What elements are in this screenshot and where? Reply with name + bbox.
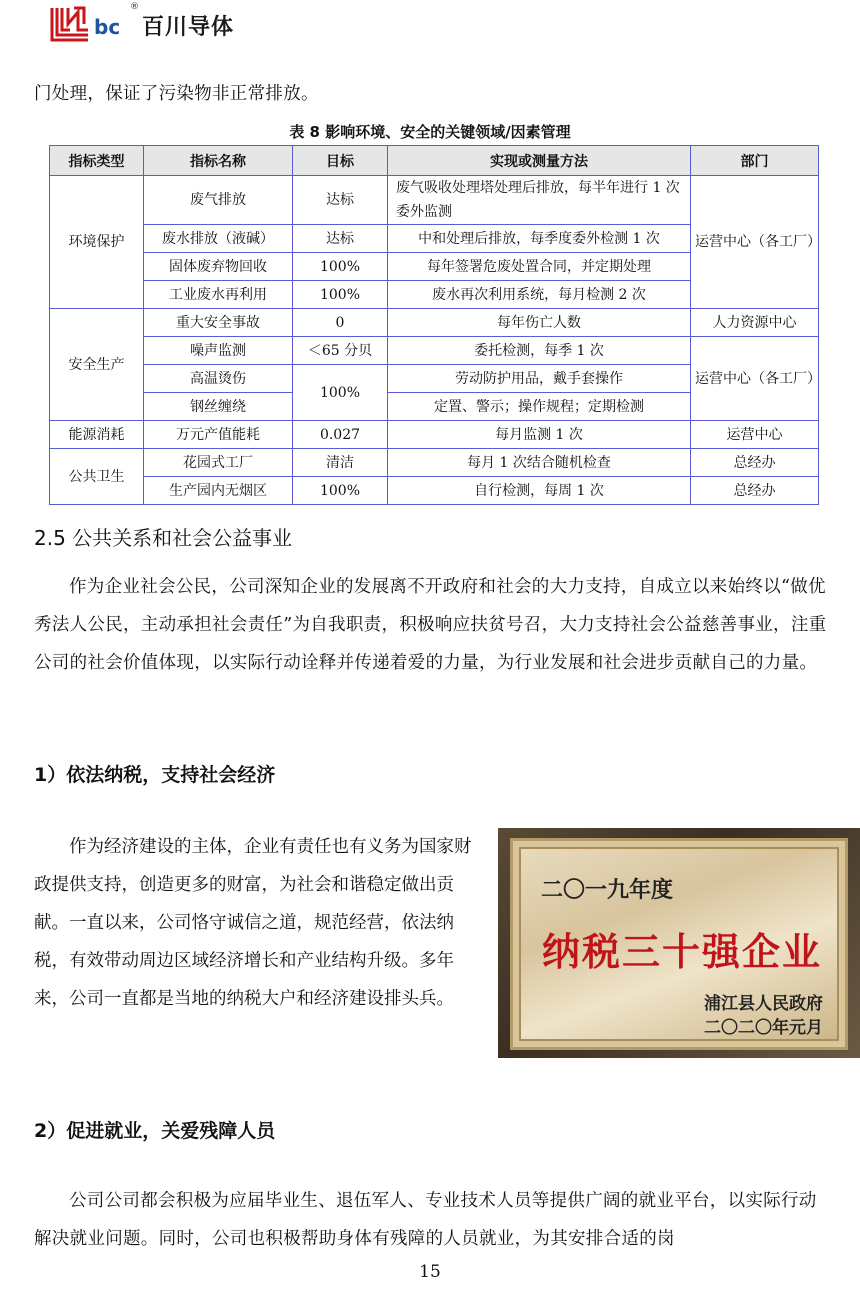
table-cell: 废气排放 bbox=[144, 176, 293, 225]
table-cell: 100% bbox=[293, 253, 388, 281]
table-cell: 废气吸收处理塔处理后排放，每半年进行 1 次委外监测 bbox=[388, 176, 691, 225]
award-plaque bbox=[510, 838, 848, 1050]
tax-paragraph: 作为经济建设的主体，企业有责任也有义务为国家财政提供支持，创造更多的财富，为社会和谐稳定做出贡献。一直以来，公司恪守诚信之道，规范经营，依法纳税，有效带动周边区域经济增长和产业结构升级。多年来，公司一直都是当地的纳税大户和经济建设排头兵。 bbox=[34, 837, 472, 1009]
table-cell: 高温烫伤 bbox=[144, 365, 293, 393]
table-cell: 100% bbox=[293, 365, 388, 421]
table-cell: 中和处理后排放，每季度委外检测 1 次 bbox=[388, 225, 691, 253]
table-cell: 每年签署危废处置合同，并定期处理 bbox=[388, 253, 691, 281]
table-cell: ＜65 分贝 bbox=[293, 337, 388, 365]
table-cell: 委托检测，每季 1 次 bbox=[388, 337, 691, 365]
table-cell: 每年伤亡人数 bbox=[388, 309, 691, 337]
subsection-heading-employment: 2）促进就业，关爱残障人员 bbox=[34, 1120, 276, 1142]
table-cell: 运营中心 bbox=[691, 421, 819, 449]
plaque-issuer: 浦江县人民政府 bbox=[704, 994, 823, 1014]
table-header-row bbox=[50, 146, 819, 176]
table-cell: 0.027 bbox=[293, 421, 388, 449]
table-cell: 100% bbox=[293, 281, 388, 309]
plaque-date: 二〇二〇年元月 bbox=[704, 1018, 823, 1038]
table-cell: 噪声监测 bbox=[144, 337, 293, 365]
table-title: 表 8 影响环境、安全的关键领域/因素管理 bbox=[289, 123, 571, 141]
table-row bbox=[50, 176, 819, 225]
section-heading: 2.5 公共关系和社会公益事业 bbox=[34, 526, 293, 550]
table-cell: 固体废弃物回收 bbox=[144, 253, 293, 281]
column-header: 目标 bbox=[293, 146, 388, 176]
table-cell: 达标 bbox=[293, 225, 388, 253]
page-number: 15 bbox=[419, 1262, 441, 1282]
table-row bbox=[50, 337, 819, 365]
table-row bbox=[50, 449, 819, 477]
table-cell: 运营中心（各工厂） bbox=[691, 337, 819, 421]
table-row bbox=[50, 421, 819, 449]
table-cell: 安全生产 bbox=[50, 309, 144, 421]
table-cell: 钢丝缠绕 bbox=[144, 393, 293, 421]
company-name: 百川导体 bbox=[142, 15, 235, 40]
table-cell: 公共卫生 bbox=[50, 449, 144, 505]
table-cell: 每月监测 1 次 bbox=[388, 421, 691, 449]
key-factors-table bbox=[49, 145, 819, 505]
column-header: 指标类型 bbox=[50, 146, 144, 176]
table-row bbox=[50, 477, 819, 505]
svg-text:bc: bc bbox=[94, 15, 121, 39]
table-cell: 花园式工厂 bbox=[144, 449, 293, 477]
table-cell: 劳动防护用品，戴手套操作 bbox=[388, 365, 691, 393]
table-cell: 能源消耗 bbox=[50, 421, 144, 449]
award-plaque-photo bbox=[498, 828, 860, 1058]
company-header bbox=[48, 4, 268, 48]
subsection-heading-tax: 1）依法纳税，支持社会经济 bbox=[34, 764, 276, 786]
intro-line: 门处理，保证了污染物非正常排放。 bbox=[34, 84, 319, 104]
table-cell: 总经办 bbox=[691, 477, 819, 505]
table-cell: 废水再次利用系统，每月检测 2 次 bbox=[388, 281, 691, 309]
column-header: 指标名称 bbox=[144, 146, 293, 176]
column-header: 实现或测量方法 bbox=[388, 146, 691, 176]
table-cell: 0 bbox=[293, 309, 388, 337]
table-cell: 100% bbox=[293, 477, 388, 505]
company-logo-icon bbox=[48, 4, 140, 46]
table-cell: 运营中心（各工厂） bbox=[691, 176, 819, 309]
table-cell: 生产园内无烟区 bbox=[144, 477, 293, 505]
table-cell: 重大安全事故 bbox=[144, 309, 293, 337]
plaque-award-title: 纳税三十强企业 bbox=[541, 930, 822, 974]
column-header: 部门 bbox=[691, 146, 819, 176]
plaque-year: 二〇一九年度 bbox=[541, 878, 674, 903]
table-cell: 工业废水再利用 bbox=[144, 281, 293, 309]
table-cell: 万元产值能耗 bbox=[144, 421, 293, 449]
table-cell: 环境保护 bbox=[50, 176, 144, 309]
employment-paragraph: 公司公司都会积极为应届毕业生、退伍军人、专业技术人员等提供广阔的就业平台，以实际行动解决就业问题。同时，公司也积极帮助身体有残障的人员就业，为其安排合适的岗 bbox=[34, 1191, 817, 1249]
table-row bbox=[50, 309, 819, 337]
table-cell: 自行检测，每周 1 次 bbox=[388, 477, 691, 505]
section-paragraph: 作为企业社会公民，公司深知企业的发展离不开政府和社会的大力支持，自成立以来始终以“做优秀法人公民，主动承担社会责任”为自我职责，积极响应扶贫号召，大力支持社会公益慈善事业，注重公司的社会价值体现，以实际行动诠释并传递着爱的力量，为行业发展和社会进步贡献自己的力量。 bbox=[34, 577, 827, 673]
table-cell: 废水排放（液碱） bbox=[144, 225, 293, 253]
table-cell: 每月 1 次结合随机检查 bbox=[388, 449, 691, 477]
table-cell: 定置、警示；操作规程；定期检测 bbox=[388, 393, 691, 421]
table-cell: 人力资源中心 bbox=[691, 309, 819, 337]
table-cell: 总经办 bbox=[691, 449, 819, 477]
table-cell: 清洁 bbox=[293, 449, 388, 477]
registered-mark: ® bbox=[130, 2, 139, 12]
table-cell: 达标 bbox=[293, 176, 388, 225]
